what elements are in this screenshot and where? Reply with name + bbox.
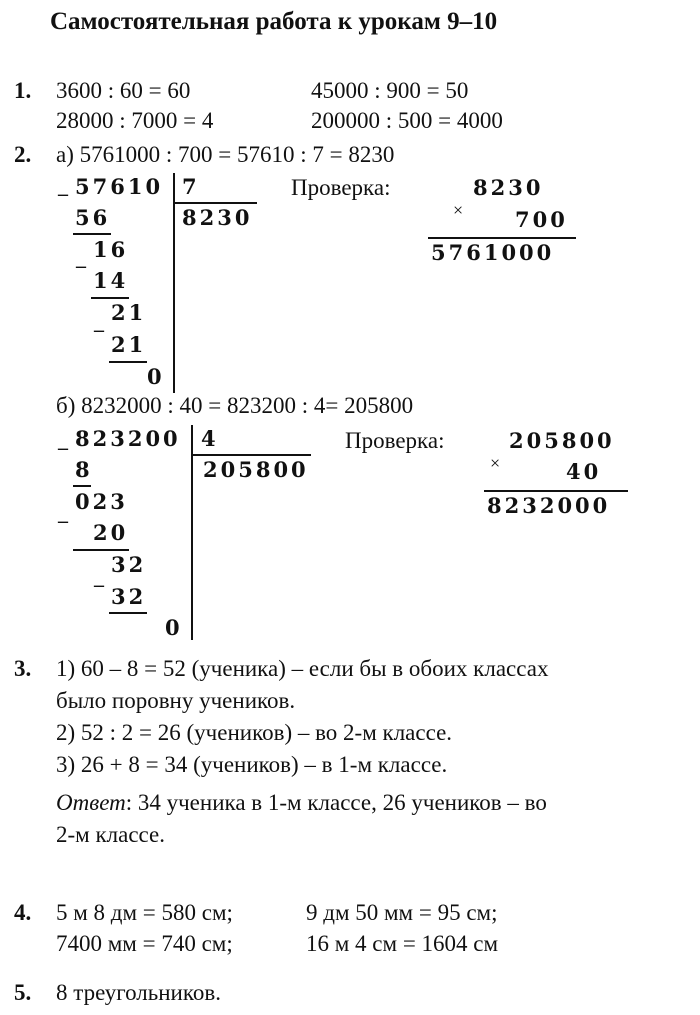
divisor: 7 — [182, 174, 200, 199]
answer-line — [56, 790, 547, 816]
answer-label: Ответ — [56, 790, 126, 815]
step: 20 — [93, 520, 129, 545]
task-number: 3. — [14, 656, 32, 681]
step: 21 — [111, 332, 147, 357]
equation: а) 5761000 : 700 = 57610 : 7 = 8230 — [56, 142, 395, 167]
step: 8 — [75, 457, 93, 482]
product: 8232000 — [487, 493, 611, 518]
page-title: Самостоятельная работа к урокам 9–10 — [50, 8, 498, 35]
remainder: 0 — [147, 364, 165, 389]
minus-sign: _ — [58, 503, 68, 525]
dividend: 57610 — [75, 174, 164, 199]
multiplication-line — [428, 237, 576, 239]
minus-sign: _ — [76, 248, 86, 270]
conversion: 5 м 8 дм = 580 см; — [56, 900, 233, 925]
step-underline — [109, 612, 147, 614]
multiply-sign: × — [490, 453, 501, 473]
multiplication-line — [484, 490, 628, 492]
factor-2: 40 — [566, 459, 602, 484]
step: 32 — [111, 552, 147, 577]
step-underline — [73, 485, 91, 487]
step: 56 — [75, 205, 111, 230]
check-label: Проверка: — [345, 428, 445, 453]
product: 5761000 — [431, 240, 555, 265]
solution-line: 3) 26 + 8 = 34 (учеников) – в 1-м классе. — [56, 752, 448, 777]
divisor-underline — [175, 202, 257, 204]
quotient: 8230 — [182, 205, 253, 230]
factor-1: 205800 — [509, 428, 615, 453]
answer-text: 8 треугольников. — [56, 980, 221, 1005]
step: 32 — [111, 584, 147, 609]
equation: 200000 : 500 = 4000 — [311, 108, 503, 133]
step-underline — [73, 549, 129, 551]
solution-line: 2) 52 : 2 = 26 (учеников) – во 2-м классе. — [56, 720, 453, 745]
equation: 28000 : 7000 = 4 — [56, 108, 214, 133]
dividend: 823200 — [75, 426, 181, 451]
conversion: 16 м 4 см = 1604 см — [306, 931, 499, 956]
step-underline — [109, 361, 147, 363]
task-number: 4. — [14, 900, 32, 925]
step-underline — [91, 297, 129, 299]
multiply-sign: × — [453, 200, 464, 220]
minus-sign: _ — [94, 567, 104, 589]
equation: б) 8232000 : 40 = 823200 : 4= 205800 — [56, 393, 414, 418]
conversion: 7400 мм = 740 см; — [56, 931, 233, 956]
task-number: 5. — [14, 980, 32, 1005]
solution-line: 1) 60 – 8 = 52 (ученика) – если бы в обоих классах — [56, 656, 549, 681]
minus-sign: _ — [94, 312, 104, 334]
answer-continuation: 2-м классе. — [56, 822, 165, 847]
step: 16 — [93, 237, 129, 262]
divisor-underline — [193, 454, 311, 456]
step: 14 — [93, 268, 129, 293]
divisor: 4 — [201, 426, 219, 451]
conversion: 9 дм 50 мм = 95 см; — [306, 900, 498, 925]
step: 023 — [75, 489, 128, 514]
minus-sign: _ — [58, 176, 68, 198]
task-number: 2. — [14, 142, 32, 167]
remainder: 0 — [165, 615, 183, 640]
answer-text: : 34 ученика в 1-м классе, 26 учеников – во — [125, 790, 547, 815]
step-underline — [73, 233, 111, 235]
factor-2: 700 — [515, 207, 568, 232]
step: 21 — [111, 300, 147, 325]
division-vertical-line — [191, 425, 193, 640]
factor-1: 8230 — [473, 175, 544, 200]
task-number: 1. — [14, 78, 32, 103]
equation: 3600 : 60 = 60 — [56, 78, 191, 103]
equation: 45000 : 900 = 50 — [311, 78, 469, 103]
quotient: 205800 — [203, 457, 309, 482]
check-label: Проверка: — [291, 175, 391, 200]
division-vertical-line — [173, 173, 175, 393]
minus-sign: _ — [58, 430, 68, 452]
solution-line: было поровну учеников. — [56, 688, 296, 713]
